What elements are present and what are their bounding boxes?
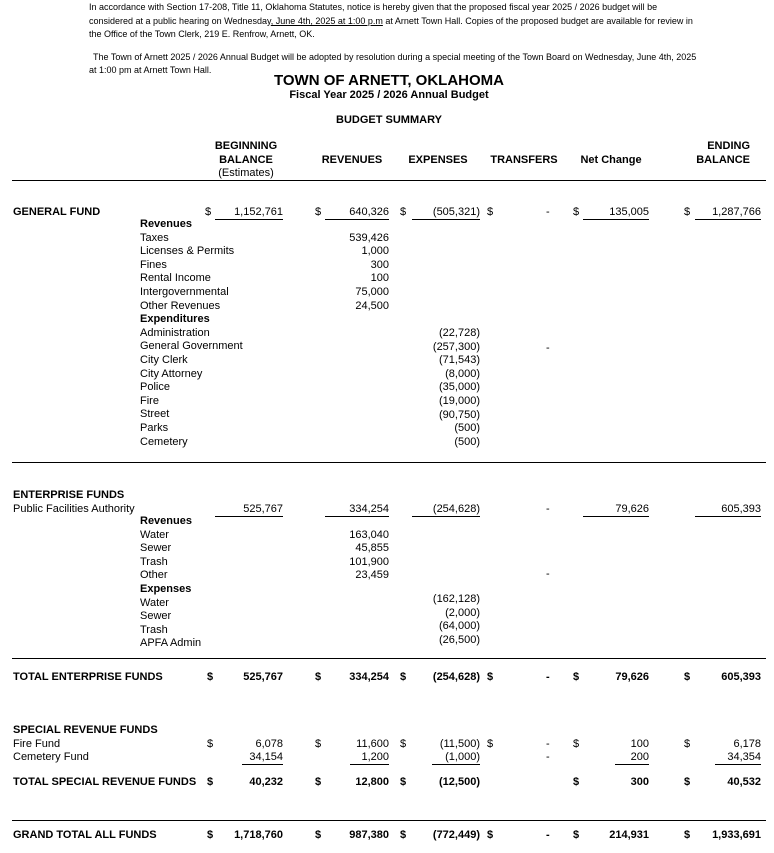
- dollar-sign: $: [207, 738, 214, 750]
- revenue-item: Other Revenues: [140, 299, 221, 312]
- notice-text: . Copies of the proposed budget are available for review in: [460, 16, 693, 26]
- enterprise-transfers: -: [546, 503, 550, 515]
- dollar-sign: $: [400, 671, 407, 683]
- cemetery-ending: 34,354: [727, 751, 761, 763]
- dollar-sign: $: [315, 738, 322, 750]
- dollar-sign: $: [487, 671, 494, 683]
- dollar-sign: $: [315, 206, 322, 218]
- expense-value: (2,000): [445, 606, 480, 619]
- dollar-sign: $: [684, 776, 691, 788]
- expenditure-item: General Government: [140, 340, 243, 353]
- revenue-value: 1,000: [361, 245, 389, 258]
- grand-total-net-change: 214,931: [609, 829, 649, 841]
- page-title: TOWN OF ARNETT, OKLAHOMA: [274, 72, 504, 89]
- notice-line: [89, 15, 693, 27]
- total-special-ending: 40,532: [727, 776, 761, 788]
- enterprise-revenues: 334,254: [349, 503, 389, 515]
- header-expenses: EXPENSES: [408, 154, 468, 166]
- divider: [12, 820, 766, 821]
- revenue-value: 45,855: [355, 542, 389, 555]
- fire-ending: 6,178: [733, 738, 761, 750]
- grand-total-label: GRAND TOTAL ALL FUNDS: [13, 829, 157, 841]
- expense-value: (64,000): [439, 620, 480, 633]
- dollar-sign: $: [315, 776, 322, 788]
- notice-line: at 1:00 pm at Arnett Town Hall.: [89, 65, 212, 75]
- expenditure-value: (500): [454, 422, 480, 435]
- total-enterprise-net-change: 79,626: [615, 671, 649, 683]
- total-enterprise-revenues: 334,254: [349, 671, 389, 683]
- total-enterprise-transfers: -: [546, 671, 550, 683]
- dollar-sign: $: [400, 829, 407, 841]
- notice-line: The Town of Arnett 2025 / 2026 Annual Budget will be adopted by resolution during a special meeting of the Town Board on Wednesday, June 4th, 2025: [93, 52, 697, 62]
- revenue-item: Other: [140, 569, 168, 582]
- total-special-beginning: 40,232: [249, 776, 283, 788]
- enterprise-funds-label: ENTERPRISE FUNDS: [13, 489, 125, 501]
- grand-total-ending: 1,933,691: [712, 829, 761, 841]
- dollar-sign: $: [684, 206, 691, 218]
- revenue-value: 24,500: [355, 299, 389, 312]
- general-revenue-labels: [140, 218, 243, 449]
- enterprise-transfers-detail: -: [546, 568, 550, 580]
- dollar-sign: $: [400, 738, 407, 750]
- revenue-item: Trash: [140, 555, 168, 568]
- cemetery-expenses: (1,000): [445, 751, 480, 763]
- fiscal-subtitle: Fiscal Year 2025 / 2026 Annual Budget: [289, 89, 489, 101]
- notice-line: the Office of the Town Clerk, 219 E. Renfrow, Arnett, OK.: [89, 29, 315, 39]
- dollar-sign: $: [573, 738, 580, 750]
- expense-value: (26,500): [439, 633, 480, 646]
- dollar-sign: $: [207, 776, 214, 788]
- grand-total-revenues: 987,380: [349, 829, 389, 841]
- general-revenue-values: [320, 232, 389, 314]
- expenditure-value: (500): [454, 435, 480, 448]
- notice-text: considered at a public hearing on Wednesday: [89, 16, 271, 26]
- revenue-value: 163,040: [349, 528, 389, 541]
- expenditure-item: Fire: [140, 394, 159, 407]
- total-enterprise-expenses: (254,628): [432, 671, 480, 683]
- dollar-sign: $: [573, 206, 580, 218]
- expense-item: Water: [140, 596, 169, 609]
- expenditure-value: (35,000): [439, 381, 480, 394]
- cemetery-beginning: 34,154: [249, 751, 283, 763]
- fire-transfers: -: [546, 738, 550, 750]
- dollar-sign: $: [207, 829, 214, 841]
- fire-expenses: (11,500): [439, 738, 480, 750]
- notice-line: In accordance with Section 17-208, Title 11, Oklahoma Statutes, notice is hereby given that the proposed fiscal year 2025 / 2026 budget will be: [89, 2, 658, 12]
- expenditures-heading: Expenditures: [140, 313, 210, 326]
- enterprise-labels: [140, 515, 201, 651]
- revenues-heading: Revenues: [140, 218, 192, 230]
- header-ending: BALANCE: [696, 154, 750, 166]
- expense-value: (162,128): [432, 593, 480, 605]
- enterprise-net-change: 79,626: [615, 503, 649, 515]
- enterprise-expense-values: [400, 593, 480, 647]
- expense-item: APFA Admin: [140, 637, 202, 650]
- dollar-sign: $: [207, 671, 214, 683]
- notice-text: at Arnett Town Hall: [382, 16, 461, 26]
- revenue-item: Taxes: [140, 231, 169, 244]
- dollar-sign: $: [487, 206, 494, 218]
- revenues-heading: Revenues: [140, 515, 192, 527]
- general-beginning: 1,152,761: [234, 206, 283, 218]
- general-transfers: -: [546, 206, 550, 218]
- enterprise-beginning: 525,767: [243, 503, 283, 515]
- revenue-value: 23,459: [355, 569, 389, 582]
- expenditure-value: (22,728): [439, 327, 480, 339]
- expenditure-item: City Attorney: [140, 367, 203, 380]
- header-beginning: BEGINNING: [214, 140, 278, 152]
- cemetery-fund-label: Cemetery Fund: [13, 751, 89, 763]
- grand-total-expenses: (772,449): [432, 829, 480, 841]
- header-beginning: (Estimates): [218, 167, 274, 179]
- revenue-item: Fines: [140, 258, 167, 271]
- dollar-sign: $: [684, 829, 691, 841]
- expenditure-value: (71,543): [439, 354, 480, 367]
- expenditure-item: Parks: [140, 421, 169, 434]
- revenue-value: 100: [370, 272, 389, 285]
- revenue-value: 539,426: [349, 231, 389, 244]
- revenue-item: Sewer: [140, 542, 172, 555]
- grand-total-beginning: 1,718,760: [234, 829, 283, 841]
- expenditure-item: Cemetery: [140, 435, 188, 448]
- expense-item: Trash: [140, 623, 168, 636]
- expenditure-item: Administration: [140, 326, 210, 339]
- revenue-item: Rental Income: [140, 272, 211, 285]
- dollar-sign: $: [205, 206, 212, 218]
- revenue-item: Licenses & Permits: [140, 245, 235, 258]
- dollar-sign: $: [684, 671, 691, 683]
- total-enterprise-ending: 605,393: [721, 671, 761, 683]
- budget-summary-heading: BUDGET SUMMARY: [336, 114, 442, 126]
- dollar-sign: $: [573, 776, 580, 788]
- dollar-sign: $: [573, 671, 580, 683]
- revenue-item: Water: [140, 528, 169, 541]
- hearing-date: , June 4th, 2025 at 1:00 p.m: [270, 16, 383, 26]
- general-expenditure-values: [400, 327, 480, 449]
- header-ending: ENDING: [707, 140, 750, 152]
- fire-revenues: 11,600: [356, 738, 389, 750]
- expenditure-item: Street: [140, 408, 170, 421]
- dollar-sign: $: [573, 829, 580, 841]
- dollar-sign: $: [487, 829, 494, 841]
- expenditure-value: (8,000): [445, 367, 480, 380]
- cemetery-revenues: 1,200: [361, 751, 389, 763]
- header-net-change: Net Change: [580, 154, 642, 166]
- dollar-sign: $: [315, 829, 322, 841]
- cemetery-transfers: -: [546, 751, 550, 763]
- revenue-item: Intergovernmental: [140, 285, 229, 298]
- expenditure-value: (257,300): [432, 340, 480, 353]
- enterprise-expenses: (254,628): [432, 503, 480, 515]
- total-special-expenses: (12,500): [439, 776, 480, 788]
- expenditure-value: (19,000): [439, 394, 480, 407]
- total-special-revenues: 12,800: [355, 776, 389, 788]
- divider: [12, 462, 766, 463]
- total-enterprise-label: TOTAL ENTERPRISE FUNDS: [13, 671, 163, 683]
- cemetery-net-change: 200: [630, 751, 649, 763]
- general-transfers-detail: -: [546, 342, 550, 354]
- revenue-value: 75,000: [355, 285, 389, 298]
- expenditure-item: City Clerk: [140, 353, 188, 366]
- enterprise-revenue-values: [320, 529, 389, 583]
- revenue-value: 300: [370, 258, 389, 271]
- revenue-value: 101,900: [349, 555, 389, 568]
- dollar-sign: $: [487, 738, 494, 750]
- general-expenses: (505,321): [432, 206, 480, 218]
- special-revenue-label: SPECIAL REVENUE FUNDS: [13, 724, 158, 736]
- enterprise-sublabel: Public Facilities Authority: [13, 503, 135, 515]
- fire-fund-label: Fire Fund: [13, 738, 61, 750]
- expenses-heading: Expenses: [140, 582, 192, 595]
- header-beginning: BALANCE: [219, 154, 273, 166]
- enterprise-ending: 605,393: [721, 503, 761, 515]
- general-ending: 1,287,766: [712, 206, 761, 218]
- total-enterprise-beginning: 525,767: [243, 671, 283, 683]
- total-special-revenue-label: TOTAL SPECIAL REVENUE FUNDS: [13, 776, 197, 788]
- total-special-net-change: 300: [630, 776, 649, 788]
- header-revenues: REVENUES: [321, 154, 383, 166]
- general-fund-label: GENERAL FUND: [13, 206, 101, 218]
- fire-beginning: 6,078: [255, 738, 283, 750]
- fire-net-change: 100: [630, 738, 649, 750]
- divider: [12, 180, 766, 181]
- grand-total-transfers: -: [546, 829, 550, 841]
- dollar-sign: $: [400, 776, 407, 788]
- expense-item: Sewer: [140, 610, 172, 623]
- header-transfers: TRANSFERS: [490, 154, 558, 166]
- divider: [12, 658, 766, 659]
- dollar-sign: $: [684, 738, 691, 750]
- dollar-sign: $: [400, 206, 407, 218]
- general-net-change: 135,005: [609, 206, 649, 218]
- dollar-sign: $: [315, 671, 322, 683]
- expenditure-value: (90,750): [439, 408, 480, 421]
- expenditure-item: Police: [140, 381, 170, 394]
- general-revenues: 640,326: [349, 206, 389, 218]
